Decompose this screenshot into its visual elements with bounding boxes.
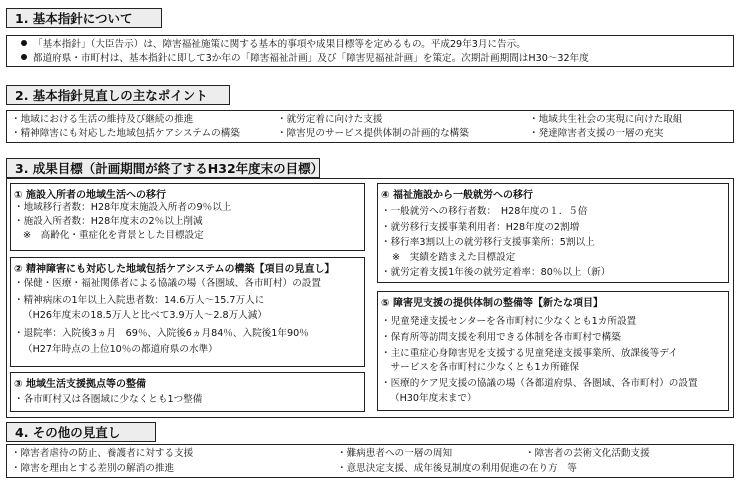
- section-1-box: [6, 35, 734, 67]
- section-1-item: 都道府県・市町村は、基本指針に即して3か年の「障害福祉計画」及び「障害児福祉計画」を策定。次期計画期間はH30～32年度: [21, 53, 589, 65]
- bullet-icon: [21, 40, 27, 46]
- other-item: ・障害者の芸術文化活動支援: [525, 448, 650, 459]
- goal-line: ・保育所等訪問支援を利用できる体制を各市町村で構築: [381, 332, 621, 343]
- section-2-box: [6, 110, 734, 143]
- point-item: ・精神障害にも対応した地域包括ケアシステムの構築: [11, 128, 240, 139]
- goal-line: ・就労移行支援事業利用者：H28年度の2割増: [381, 222, 580, 233]
- goal-line: ・医療的ケア児支援の協議の場（各都道府県、各圏域、各市町村）の設置: [381, 378, 698, 389]
- goal-box-3: [10, 372, 365, 412]
- goal-line: ・地域移行者数：H28年度末施設入所者の9％以上: [14, 202, 232, 213]
- other-item: ・意思決定支援、成年後見制度の利用促進の在り方 等: [337, 463, 577, 474]
- point-item: ・発達障害者支援の一層の充実: [529, 128, 664, 139]
- other-item: ・障害を理由とする差別の解消の推進: [11, 463, 175, 474]
- section-3-box: [6, 178, 734, 418]
- goal-line: （H30年度末まで）: [390, 393, 477, 404]
- goal-line: ・保健・医療・福祉関係者による協議の場（各圏域、各市町村）の設置: [14, 278, 321, 289]
- goal-title: ③ 地域生活支援拠点等の整備: [14, 379, 146, 390]
- goal-line: ・各市町村又は各圏域に少なくとも1つ整備: [14, 394, 203, 405]
- goal-line: ・退院率：入院後3ヵ月 69％、入院後6ヵ月84％、入院後1年90％: [14, 328, 309, 339]
- goal-line: サービスを各市町村に少なくとも1カ所確保: [381, 362, 579, 373]
- goal-line: ※ 高齢化・重症化を背景とした目標設定: [23, 230, 204, 241]
- other-item: ・障害者虐待の防止、養護者に対する支援: [11, 448, 194, 459]
- goal-box-5: [377, 291, 729, 411]
- goal-line: ・施設入所者数：H28年度末の2％以上削減: [14, 216, 203, 227]
- point-item: ・就労定着に向けた支援: [277, 114, 383, 125]
- section-4-box: [6, 444, 734, 478]
- goal-line: （H26年度末の18.5万人と比べて3.9万人～2.8万人減）: [23, 310, 267, 321]
- goal-line: ・一般就労への移行者数： H28年度の１．５倍: [381, 206, 588, 217]
- goal-title: ① 施設入所者の地域生活への移行: [14, 190, 166, 201]
- goal-box-1: [10, 183, 365, 251]
- goal-box-2: [10, 257, 365, 367]
- section-2-header: 2. 基本指針見直しの主なポイント: [6, 85, 230, 105]
- goal-title: ② 精神障害にも対応した地域包括ケアシステムの構築【項目の見直し】: [14, 264, 335, 275]
- goal-line: （H27年時点の上位10％の都道府県の水準）: [23, 344, 218, 355]
- point-item: ・地域共生社会の実現に向けた取組: [529, 114, 683, 125]
- section-4-header: 4. その他の見直し: [6, 422, 156, 442]
- goal-title: ⑤ 障害児支援の提供体制の整備等【新たな項目】: [381, 298, 603, 309]
- point-item: ・地域における生活の維持及び継続の推進: [11, 114, 194, 125]
- section-3-header: 3. 成果目標（計画期間が終了するH32年度末の目標）: [6, 158, 320, 178]
- point-item: ・障害児のサービス提供体制の計画的な構築: [277, 128, 469, 139]
- other-item: ・難病患者への一層の周知: [337, 448, 453, 459]
- goal-line: ・移行率3割以上の就労移行支援事業所：5割以上: [381, 237, 595, 248]
- goal-title: ④ 福祉施設から一般就労への移行: [381, 190, 533, 201]
- goal-line: ・就労定着支援1年後の就労定着率：80％以上（新）: [381, 267, 611, 278]
- section-1-item: 「基本指針」（大臣告示）は、障害福祉施策に関する基本的事項や成果目標等を定めるもの。平成29年3月に告示。: [21, 39, 526, 51]
- goal-line: ・児童発達支援センターを各市町村に少なくとも1カ所設置: [381, 316, 637, 327]
- goal-line: ※ 実績を踏まえた目標設定: [392, 252, 516, 263]
- goal-line: ・精神病床の1年以上入院患者数：14.6万人～15.7万人に: [14, 295, 265, 306]
- goal-box-4: [377, 183, 729, 283]
- bullet-icon: [21, 54, 27, 60]
- section-1-header: 1. 基本指針について: [6, 8, 162, 28]
- goal-line: ・主に重症心身障害児を支援する児童発達支援事業所、放課後等デイ: [381, 348, 678, 359]
